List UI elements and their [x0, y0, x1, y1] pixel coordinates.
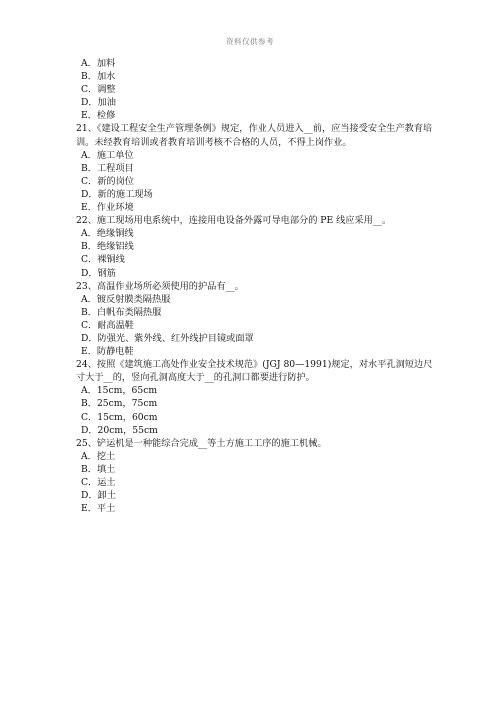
question-22 — [76, 214, 436, 279]
question-text: 23、高温作业场所必须使用的护品有__。 — [76, 280, 244, 292]
option-a: A．15cm，65cm — [81, 385, 158, 397]
option-b: B．绝缘铝线 — [81, 241, 134, 253]
option-c: C．调整 — [81, 84, 116, 96]
question-23 — [76, 280, 436, 359]
option-b: B．25cm，75cm — [81, 398, 158, 410]
option-b: B．工程项目 — [81, 162, 134, 174]
pre-options — [76, 57, 436, 122]
option-c: C．15cm，60cm — [81, 411, 158, 423]
option-d: D．20cm，55cm — [81, 424, 158, 436]
option-d: D．新的施工现场 — [81, 188, 153, 200]
option-a: A．加料 — [81, 58, 116, 69]
option-d: D．防强光、紫外线、红外线护目镜或面罩 — [81, 332, 254, 344]
option-d: D．卸土 — [81, 490, 116, 502]
option-c: C．裸铜线 — [81, 254, 125, 266]
question-text: 24、按照《建筑施工高处作业安全技术规范》(JGJ 80—1991)规定，对水平孔洞短边尺寸大于__的，竖向孔洞高度大于__的孔洞口都要进行防护。 — [76, 359, 433, 384]
option-d: D．钢筋 — [81, 267, 116, 279]
option-a: A．绝缘铜线 — [81, 228, 134, 240]
question-text: 21、《建设工程安全生产管理条例》规定，作业人员进入__前，应当接受安全生产教育培训。未经教育培训或者教育培训考核不合格的人员，不得上岗作业。 — [76, 123, 433, 148]
option-d: D．加油 — [81, 97, 116, 109]
question-24 — [76, 358, 436, 437]
option-b: B．填土 — [81, 463, 116, 475]
page-header: 资料仅供参考 — [226, 37, 274, 46]
option-e: E．检修 — [81, 110, 116, 122]
option-b: B．白帆布类隔热服 — [81, 306, 162, 318]
option-e: E．作业环境 — [81, 202, 134, 214]
question-21 — [76, 122, 436, 214]
question-25 — [76, 437, 436, 516]
option-c: C．运土 — [81, 477, 116, 488]
document-body — [76, 57, 436, 515]
option-a: A．镀反射膜类隔热服 — [81, 293, 171, 305]
option-a: A．挖土 — [81, 450, 116, 462]
option-b: B．加水 — [81, 71, 116, 83]
question-text: 22、施工现场用电系统中，连接用电设备外露可导电部分的 PE 线应采用__。 — [76, 215, 392, 227]
option-a: A．施工单位 — [81, 149, 134, 161]
option-c: C．耐高温鞋 — [81, 319, 134, 331]
question-text: 25、铲运机是一种能综合完成__等土方施工工序的施工机械。 — [76, 437, 327, 449]
option-e: E．防静电鞋 — [81, 346, 134, 358]
option-e: E．平土 — [81, 503, 116, 515]
option-c: C．新的岗位 — [81, 175, 134, 187]
